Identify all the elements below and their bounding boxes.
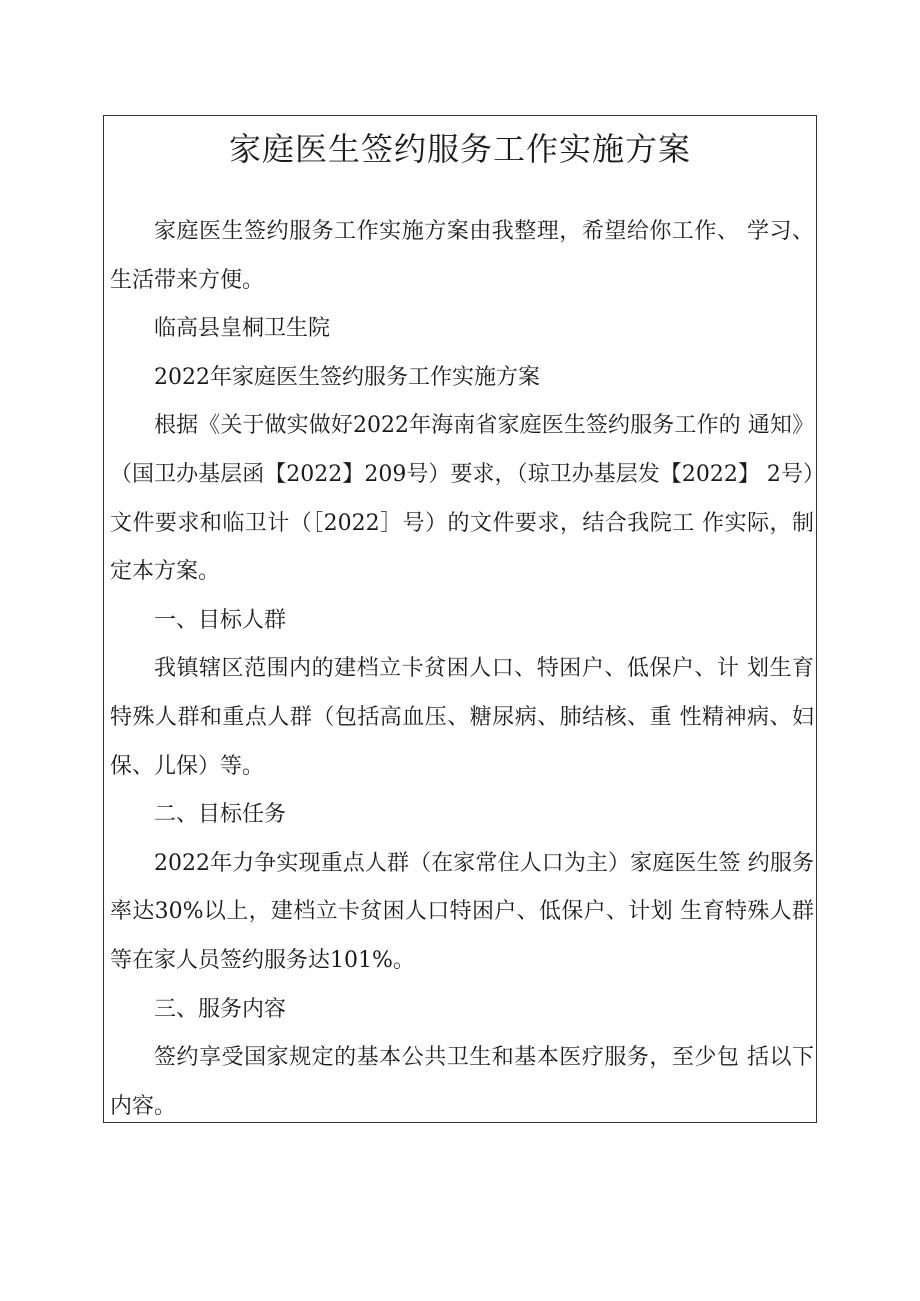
document-frame	[103, 115, 817, 1123]
section-heading-service-content: 三、服务内容	[154, 996, 287, 1022]
plan-title: 2022年家庭医生签约服务工作实施方案	[154, 364, 540, 390]
section-heading-target-tasks: 二、目标任务	[154, 802, 287, 828]
section-heading-target-population: 一、目标人群	[154, 607, 287, 633]
document-title: 家庭医生签约服务工作实施方案	[228, 130, 691, 168]
intro-paragraph: 家庭医生签约服务工作实施方案由我整理，希望给你工作、 学习、生活带来方便。	[110, 219, 814, 293]
document-body	[110, 208, 814, 1131]
basis-paragraph: 根据《关于做实做好2022年海南省家庭医生签约服务工作的 通知》（国卫办基层函【2022】209号）要求，（琼卫办基层发【2022】 2号）文件要求和临卫计（［2022］号）的文件要求，结合我院工 作实际，制定本方案。	[110, 413, 814, 585]
service-content-paragraph: 签约享受国家规定的基本公共卫生和基本医疗服务，至少包 括以下内容。	[110, 1045, 814, 1119]
target-tasks-paragraph: 2022年力争实现重点人群（在家常住人口为主）家庭医生签 约服务率达30%以上，建档立卡贫困人口特困户、低保户、计划 生育特殊人群等在家人员签约服务达101%。	[110, 850, 814, 973]
target-population-paragraph: 我镇辖区范围内的建档立卡贫困人口、特困户、低保户、计 划生育特殊人群和重点人群（包括高血压、糖尿病、肺结核、重 性精神病、妇保、儿保）等。	[110, 656, 814, 779]
organization-name: 临高县皇桐卫生院	[154, 316, 331, 342]
